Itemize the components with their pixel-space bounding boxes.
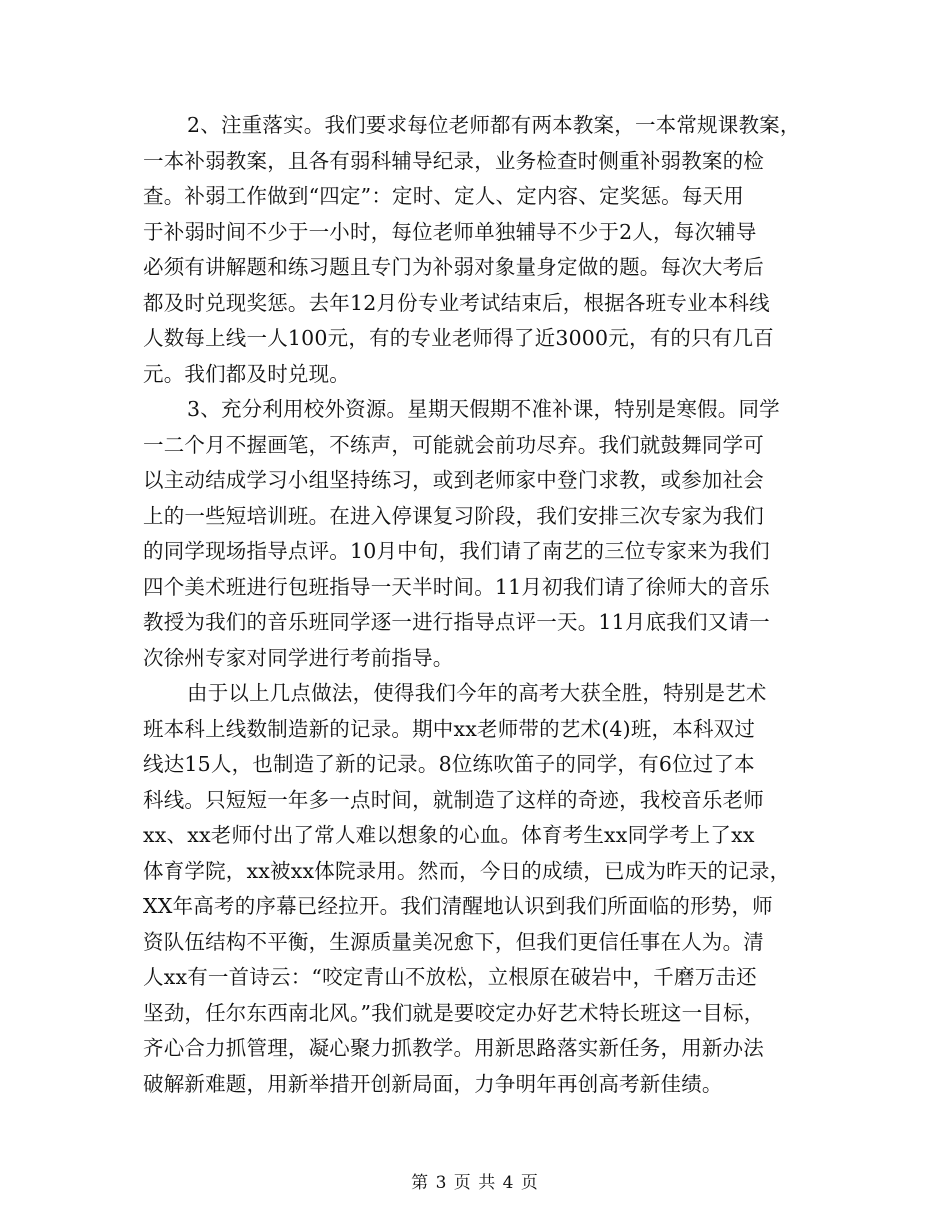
paragraph-2-line: 元。我们都及时兑现。 xyxy=(143,361,350,386)
paragraph-3-line: 四个美术班进行包班指导一天半时间。11月初我们请了徐师大的音乐 xyxy=(143,574,770,599)
conclusion-paragraph-line: 人xx有一首诗云：“咬定青山不放松，立根原在破岩中，千磨万击还 xyxy=(143,965,757,989)
paragraph-3-line: 次徐州专家对同学进行考前指导。 xyxy=(143,645,454,670)
conclusion-paragraph-line: XX年高考的序幕已经拉开。我们清醒地认识到我们所面临的形势，师 xyxy=(143,894,773,918)
paragraph-2-line: 2、注重落实。我们要求每位老师都有两本教案，一本常规课教案， xyxy=(187,113,801,137)
conclusion-paragraph-line: 班本科上线数制造新的记录。期中xx老师带的艺术(4)班，本科双过 xyxy=(143,716,756,741)
paragraph-3-line: 一二个月不握画笔，不练声，可能就会前功尽弃。我们就鼓舞同学可 xyxy=(143,432,764,457)
conclusion-paragraph-line: 资队伍结构不平衡，生源质量美况愈下，但我们更信任事在人为。清 xyxy=(143,929,764,954)
paragraph-3-line: 3、充分利用校外资源。星期天假期不准补课，特别是寒假。同学 xyxy=(187,397,780,421)
conclusion-paragraph-line: xx、xx老师付出了常人难以想象的心血。体育考生xx同学考上了xx xyxy=(143,823,755,847)
conclusion-paragraph-line: 破解新难题，用新举措开创新局面，力争明年再创高考新佳绩。 xyxy=(143,1071,723,1096)
paragraph-3-line: 的同学现场指导点评。10月中旬，我们请了南艺的三位专家来为我们 xyxy=(143,539,770,563)
paragraph-2-line: 必须有讲解题和练习题且专门为补弱对象量身定做的题。每次大考后 xyxy=(143,255,764,279)
conclusion-paragraph-line: 齐心合力抓管理，凝心聚力抓教学。用新思路落实新任务，用新办法 xyxy=(143,1036,764,1060)
paragraph-2-line: 都及时兑现奖惩。去年12月份专业考试结束后，根据各班专业本科线 xyxy=(143,290,770,315)
document-body xyxy=(143,108,823,1102)
conclusion-paragraph-line: 由于以上几点做法，使得我们今年的高考大获全胜，特别是艺术 xyxy=(187,681,767,705)
conclusion-paragraph-line: 坚劲，任尔东西南北风。”我们就是要咬定办好艺术特长班这一目标， xyxy=(143,1000,765,1025)
conclusion-paragraph-line: 科线。只短短一年多一点时间，就制造了这样的奇迹，我校音乐老师 xyxy=(143,787,764,812)
paragraph-3-line: 以主动结成学习小组坚持练习，或到老师家中登门求教，或参加社会 xyxy=(143,468,764,492)
paragraph-2-line: 人数每上线一人100元，有的专业老师得了近3000元，有的只有几百 xyxy=(143,326,774,350)
paragraph-2-line: 于补弱时间不少于一小时，每位老师单独辅导不少于2人，每次辅导 xyxy=(143,219,757,244)
conclusion-paragraph-line: 体育学院，xx被xx体院录用。然而，今日的成绩，已成为昨天的记录， xyxy=(143,858,791,883)
paragraph-3-line: 上的一些短培训班。在进入停课复习阶段，我们安排三次专家为我们 xyxy=(143,503,764,528)
paragraph-2-line: 查。补弱工作做到“四定”：定时、定人、定内容、定奖惩。每天用 xyxy=(143,184,744,208)
paragraph-2-line: 一本补弱教案，且各有弱科辅导纪录，业务检查时侧重补弱教案的检 xyxy=(143,148,764,173)
paragraph-3-line: 教授为我们的音乐班同学逐一进行指导点评一天。11月底我们又请一 xyxy=(143,610,770,634)
page-number-footer: 第 3 页 共 4 页 xyxy=(411,1173,539,1193)
conclusion-paragraph-line: 线达15人，也制造了新的记录。8位练吹笛子的同学，有6位过了本 xyxy=(143,752,755,776)
